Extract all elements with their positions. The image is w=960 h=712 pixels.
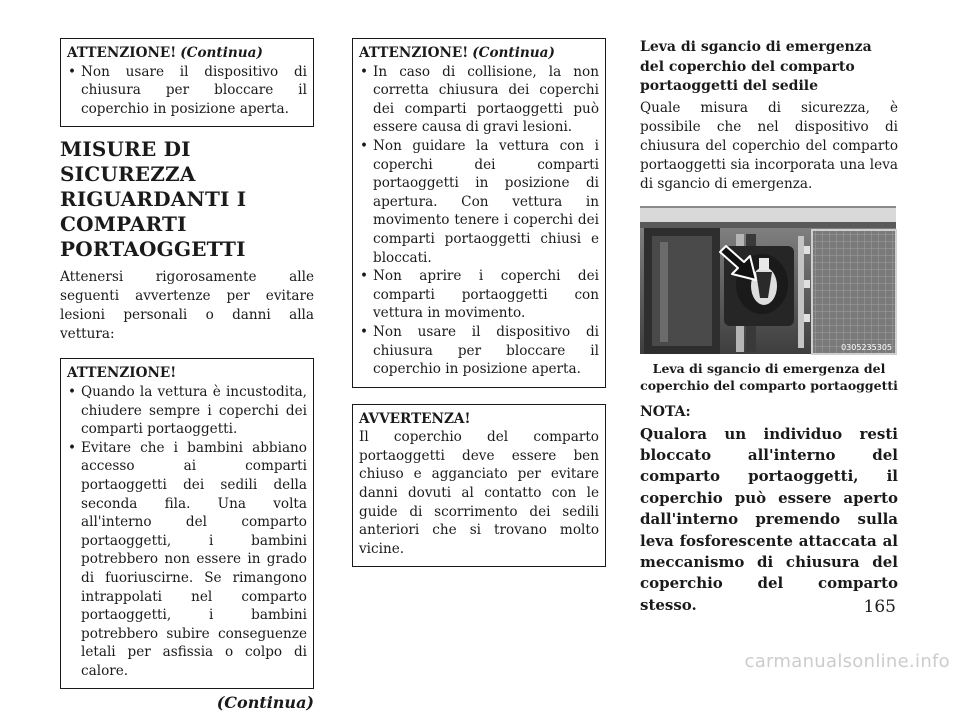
- watermark: carmanualsonline.info: [744, 651, 950, 672]
- figure-code: 0305235305: [841, 342, 892, 352]
- warning-box: [60, 358, 314, 689]
- page-number: 165: [863, 597, 896, 617]
- figure-caption: Leva di sgancio di emergenza del coperchio del comparto portaoggetti: [640, 360, 898, 393]
- warning-list: [67, 383, 307, 681]
- warning-item: • Non usare il dispositivo di chiusura per bloccare il coperchio in posizione aperta.: [67, 63, 307, 119]
- warning-item: • Non guidare la vettura con i coperchi dei comparti portaoggetti in posizione di apertura. Con vettura in movimento tenere i coperchi dei comparti portaoggetti chiusi e bloccati.: [359, 137, 599, 267]
- column-middle: [352, 38, 606, 567]
- column-right: [640, 38, 898, 616]
- warning-list: [67, 63, 307, 119]
- continued-label: (Continua): [216, 693, 314, 712]
- caution-text: Il coperchio del comparto portaoggetti deve essere ben chiuso e agganciato per evitare danni dovuti al contatto con le guide di scorrimento dei sedili anteriori che si trovano molto vicine.: [359, 429, 599, 557]
- warning-item: • Quando la vettura è incustodita, chiudere sempre i coperchi dei comparti portaoggetti.: [67, 383, 307, 439]
- release-lever-illustration: [640, 206, 896, 354]
- warning-list: [359, 63, 599, 379]
- warning-title: ATTENZIONE!: [67, 365, 177, 382]
- column-left: [60, 38, 314, 712]
- warning-title: ATTENZIONE!: [359, 45, 469, 61]
- warning-title: ATTENZIONE!: [67, 45, 177, 61]
- warning-continued-label: (Continua): [180, 45, 263, 61]
- body-paragraph: Quale misura di sicurezza, è possibile che nel dispositivo di chiusura del coperchio del comparto portaoggetti sia incorporata una leva di sgancio di emergenza.: [640, 99, 898, 192]
- warning-box-continued: [60, 38, 314, 127]
- warning-item: • Non usare il dispositivo di chiusura per bloccare il coperchio in posizione aperta.: [359, 323, 599, 379]
- subsection-heading: Leva di sgancio di emergenza del coperchio del comparto portaoggetti del sedile: [640, 39, 872, 94]
- warning-box-continued: [352, 38, 606, 388]
- warning-item: • Evitare che i bambini abbiano accesso ai comparti portaoggetti dei sedili della seconda fila. Una volta all'interno del comparto portaoggetti, i bambini potrebbero non essere in grado di fuoriuscirne. Se rimangono intrappolati nel comparto portaoggetti, i bambini potrebbero subire conseguenze letali per asfissia o colpo di calore.: [67, 439, 307, 681]
- caution-box: [352, 404, 606, 568]
- section-heading: MISURE DI SICUREZZA RIGUARDANTI I COMPARTI PORTAOGGETTI: [60, 137, 247, 262]
- note-text: Qualora un individuo resti bloccato all'interno del comparto portaoggetti, il coperchio può essere aperto dall'interno premendo sulla leva fosforescente attaccata al meccanismo di chiusura del coperchio del comparto stesso.: [640, 424, 898, 614]
- warning-item: • In caso di collisione, la non corretta chiusura dei coperchi dei comparti portaoggetti può essere causa di gravi lesioni.: [359, 63, 599, 137]
- caution-title: AVVERTENZA!: [359, 410, 471, 427]
- emergency-release-lever-photo: [640, 206, 896, 354]
- warning-continued-label: (Continua): [472, 45, 555, 61]
- warning-item: • Non aprire i coperchi dei comparti portaoggetti con vettura in movimento.: [359, 267, 599, 323]
- intro-paragraph: Attenersi rigorosamente alle seguenti avvertenze per evitare lesioni personali o danni alla vettura:: [60, 269, 314, 343]
- note-title: NOTA:: [640, 403, 691, 420]
